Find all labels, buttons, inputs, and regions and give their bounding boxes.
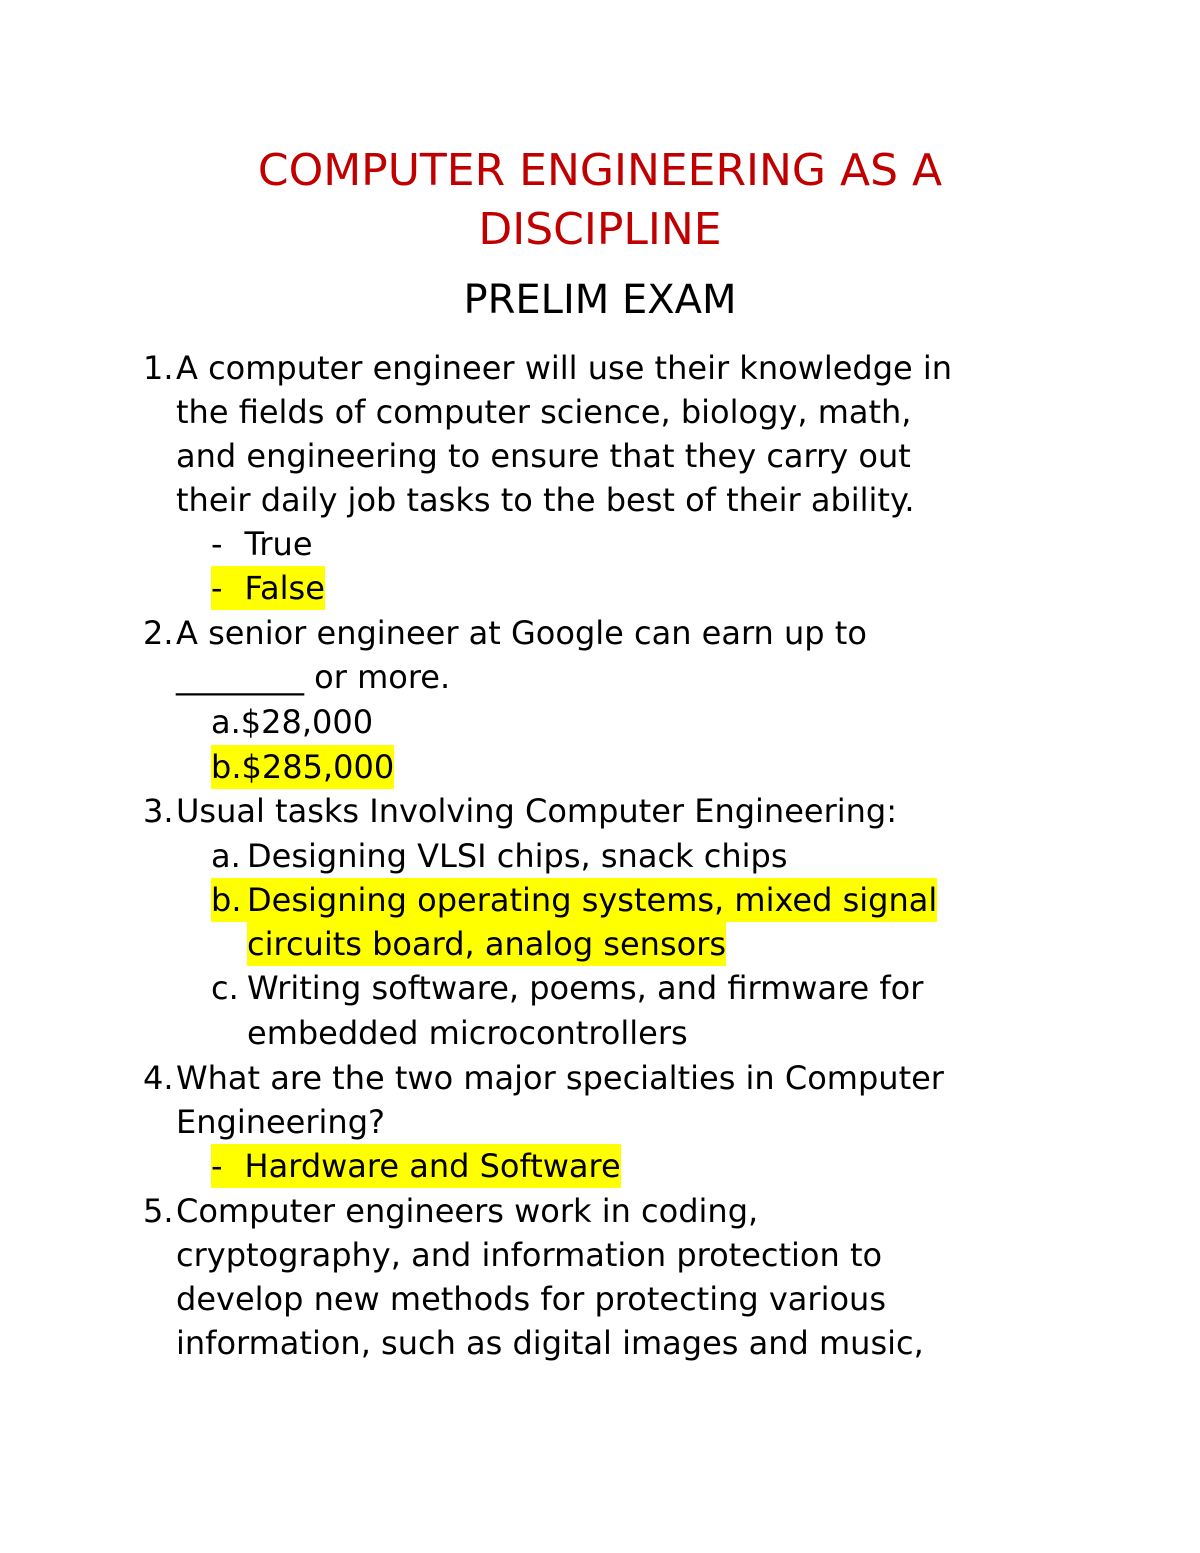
option-text-continued: embedded microcontrollers — [247, 1014, 688, 1052]
option-text: $285,000 — [241, 748, 395, 786]
question-text: and engineering to ensure that they carry out — [176, 437, 911, 475]
question-number: 2. — [143, 614, 174, 652]
option-marker: b. — [211, 748, 242, 786]
answer-option-highlighted — [211, 566, 325, 610]
option-marker: - — [211, 525, 223, 563]
option-marker: a. — [211, 837, 241, 875]
option-marker: - — [211, 1147, 223, 1185]
question-text: A computer engineer will use their knowledge in — [176, 349, 953, 387]
option-text: Hardware and Software — [244, 1147, 621, 1185]
question-text: Engineering? — [176, 1103, 385, 1141]
question-text: Usual tasks Involving Computer Engineering: — [176, 792, 897, 830]
option-text: $28,000 — [240, 703, 374, 741]
answer-option — [211, 522, 313, 566]
question-text: ________ or more. — [176, 658, 451, 696]
document-title-line1: COMPUTER ENGINEERING AS A — [257, 145, 943, 196]
option-text-continued: circuits board, analog sensors — [247, 922, 726, 966]
option-text: Writing software, poems, and firmware for — [247, 969, 924, 1007]
option-marker: c. — [211, 969, 239, 1007]
question-text: information, such as digital images and music, — [176, 1324, 924, 1362]
question-text: cryptography, and information protection to — [176, 1236, 883, 1274]
question-number: 5. — [143, 1192, 174, 1230]
question-text: Computer engineers work in coding, — [176, 1192, 759, 1230]
question-number: 4. — [143, 1059, 174, 1097]
question-number: 3. — [143, 792, 174, 830]
answer-option-highlighted — [211, 745, 394, 789]
question-text: develop new methods for protecting various — [176, 1280, 886, 1318]
question-text: What are the two major specialties in Computer — [176, 1059, 944, 1097]
question-text: A senior engineer at Google can earn up to — [176, 614, 867, 652]
option-text: False — [244, 569, 325, 607]
question-text: their daily job tasks to the best of their ability. — [176, 481, 915, 519]
document-subtitle: PRELIM EXAM — [463, 277, 737, 323]
question-number: 1. — [143, 349, 174, 387]
answer-option-highlighted — [211, 1144, 621, 1188]
question-text: the fields of computer science, biology, math, — [176, 393, 912, 431]
option-text: Designing VLSI chips, snack chips — [247, 837, 788, 875]
option-text: True — [244, 525, 313, 563]
option-marker: - — [211, 569, 223, 607]
answer-option — [211, 700, 373, 744]
document-title-line2: DISCIPLINE — [478, 204, 722, 255]
option-marker: b. — [211, 878, 247, 922]
option-text: Designing operating systems, mixed signal — [247, 878, 937, 922]
option-marker: a. — [211, 703, 241, 741]
